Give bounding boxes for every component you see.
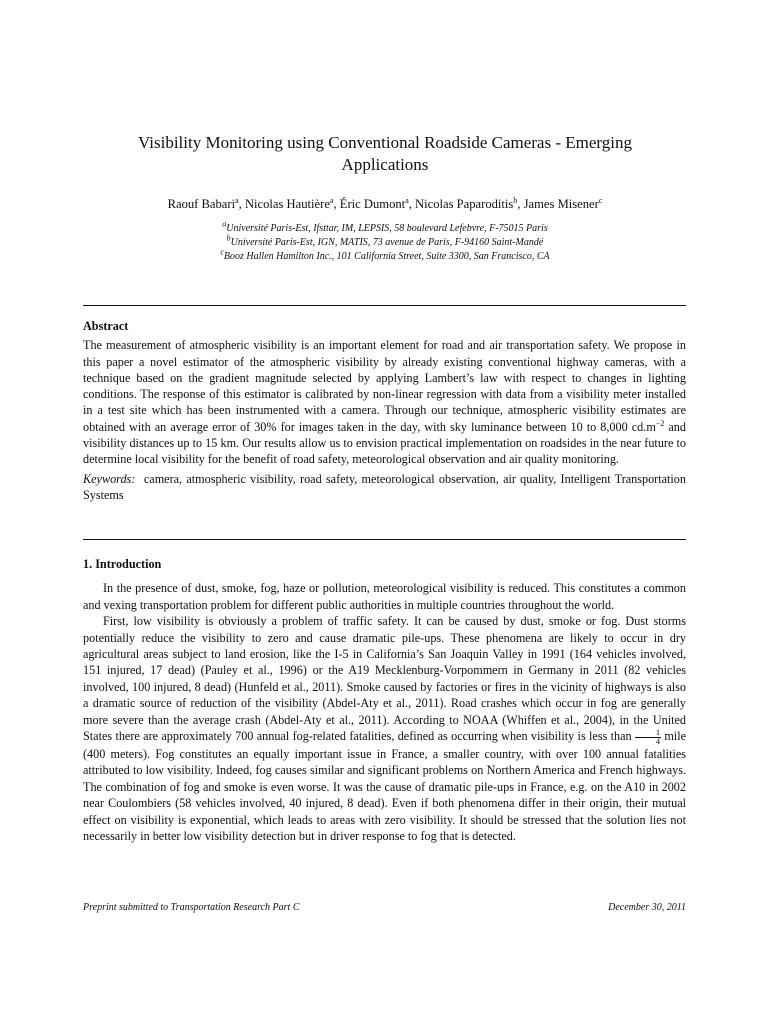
author: Raouf Babari$^a$, — [167, 195, 245, 211]
author-list — [60, 196, 710, 212]
page-footer — [83, 902, 686, 913]
author: Nicolas Hautière$^a$, — [244, 195, 340, 211]
affiliation: $^a$Université Paris-Est, Ifsttar, IM, LEPSIS, 58 boulevard Lefebvre, F-75015 Paris — [222, 219, 548, 234]
bottom-divider — [83, 539, 686, 540]
paragraph: First, low visibility is obviously a problem of traffic safety. It can be caused by dust, smoke or fog. Dust storms potentially reduce the visibility to zero and cause dramatic pile-ups. These phenomena are likely to occur in dry agricultural areas subject to land erosion, like the I-5 in California’s San Joaquin Valley in 1991 (164 vehicles involved, 151 injured, 17 dead) (Pauley et al., 1996) or the A19 Mecklenburg-Vorpommern in Germany in 2011 (82 vehicles involved, 100 injured, 8 dead) (Hunfeld et al., 2011). Smoke caused by factories or fires in the vicinity of highways is also a dramatic source of reduction of the visibility (Abdel-Aty et al., 2011). Road crashes which occur in fog are generally more severe than the average crash (Abdel-Aty et al., 2011). According to NOAA (Whiffen et al., 2004), in the United States there are approximately 700 annual fog-related fatalities, defined as occurring when visibility is less than $\frac{1}{4}$ mile (400 meters). Fog constitutes an equally important issue in France, a smaller country, with over 100 annual fatalities attributed to low visibility. Indeed, fog causes similar and significant problems on Northern America and French highways. The combination of fog and smoke is even worse. It was the cause of dramatic pile-ups in France, e.g. on the A10 in 2002 near Coulombiers (58 vehicles involved, 40 injured, 8 dead). Even if both phenomena differ in their origin, their mutual effect on visibility is exponential, which leads to areas with zero visibility. It should be stressed that the solution lies not necessarily in better low visibility detection but in driver response to fog that is detected. — [83, 614, 686, 844]
footer-journal: Preprint submitted to Transportation Research Part C — [83, 902, 300, 913]
top-divider — [83, 305, 686, 306]
paper-title: Visibility Monitoring using Conventional Roadside Cameras - Emerging Applications — [138, 133, 632, 174]
author: James Misener$^c$ — [523, 195, 603, 211]
author: Nicolas Paparoditis$^b$, — [415, 195, 524, 211]
keywords: Keywords: camera, atmospheric visibility, road safety, meteorological observation, air quality, Intelligent Transportation Systems — [83, 471, 686, 502]
author: Éric Dumont$^a$, — [339, 195, 416, 211]
affiliation: $^c$Booz Hallen Hamilton Inc., 101 California Street, Suite 3300, San Francisco, CA — [220, 247, 550, 262]
abstract-body: The measurement of atmospheric visibility is an important element for road and air transportation safety. We propose in this paper a novel estimator of the atmospheric visibility by already existing conventional highway cameras, with a technique based on the gradient magnitude selected by applying Lambert’s law with respect to changes in lighting conditions. The response of this estimator is calibrated by non-linear regression with data from a visibility meter installed in a test site which has been instrumented with a camera. Through our technique, atmospheric visibility estimates are obtained with an average error of 30% for images taken in the day, with sky luminance between 10 to 8,000 $cd.m^{-2}$ and visibility distances up to 15 km. Our results allow us to envision practical implementation on roadsides in the near future to determine local visibility for the benefit of road safety, meteorological observation and air quality monitoring. — [83, 338, 686, 467]
affiliation-list — [60, 219, 710, 264]
paragraph: In the presence of dust, smoke, fog, haze or pollution, meteorological visibility is reduced. This constitutes a common and vexing transportation problem for different public authorities in multiple countries throughout the world. — [83, 581, 686, 612]
unit-exponent: −2 — [655, 418, 665, 428]
fraction: $\frac{1}{4}$ — [635, 729, 661, 746]
section-heading: 1. Introduction — [83, 557, 162, 571]
abstract-heading: Abstract — [83, 319, 129, 333]
footer-date: December 30, 2011 — [608, 902, 686, 913]
abstract-section — [83, 318, 686, 503]
introduction-section — [83, 556, 686, 845]
affiliation: $^b$Université Paris-Est, IGN, MATIS, 73 avenue de Paris, F-94160 Saint-Mandé — [226, 233, 544, 248]
